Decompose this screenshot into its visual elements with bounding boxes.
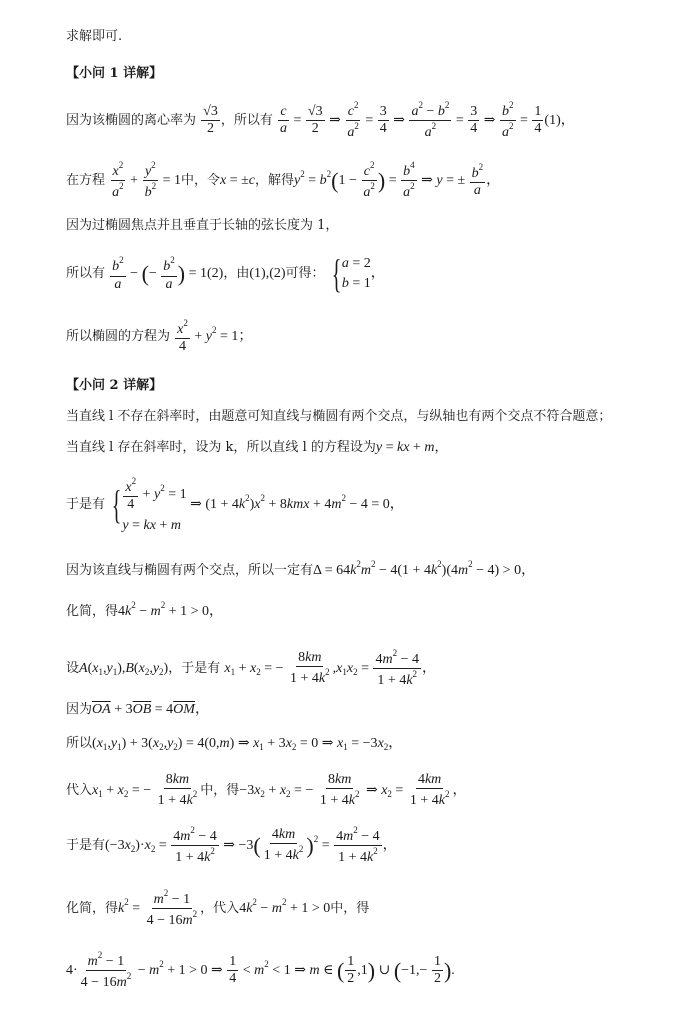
- q2-header: 【小问 2 详解】: [66, 378, 163, 393]
- q1-line-result: 所以椭圆的方程为 $\frac{x^2}{4}$ + $y^2 = 1$；: [66, 318, 253, 355]
- q2-line-no-slope: 当直线 l 不存在斜率时，由题意可知直线与椭圆有两个交点，与纵轴也有两个交点不符合题意；: [66, 409, 612, 424]
- q2-line-vieta: 设$A(x_1,y_1),B(x_2,y_2)$，于是有 $x_1 + x_2$ = − $\frac{8km}{1 + 4k^2}$ $,x_1x_2$ = $\frac{4m^2 - 4}{1 + 4k^2}$ ，: [66, 648, 436, 689]
- q2-line-coords: 所以$(x_1,y_1) + 3(x_2,y_2) = 4(0,m)$ ⇒ $x_1 + 3x_2 = 0$ ⇒ $x_1 = -3x_2$，: [66, 736, 403, 752]
- q2-line-simplify: 化简，得$4k^2 - m^2 + 1 > 0$，: [66, 600, 224, 619]
- q1-line-substitution: 在方程 $\frac{x^2}{a^2}$ + $\frac{y^2}{b^2}$ = 1中，令x = ±c，解得$y^2 = b^2(1$ − $\frac{c^2}{a^2}$ ) = $\frac{b^4}{a^2}$ ⇒ y = ± $\frac{b^2}{a}$ ，: [66, 160, 501, 201]
- q2-line-slope: 当直线 l 存在斜率时，设为 k，所以直线 l 的方程设为y = kx + m，: [66, 440, 448, 455]
- q2-line-substitute-x2: 代入$x_1 + x_2$ = − $\frac{8km}{1 + 4k^2}$ 中，得$-3x_2 + x_2$ = − $\frac{8km}{1 + 4k^2}$ ⇒ $x_2$ = $\frac{4km}{1 + 4k^2}$ ，: [66, 772, 467, 809]
- q2-line-k-squared: 化简，得$k^2$ = $\frac{m^2 - 1}{4 - 16m^2}$ ，代入$4k^2 - m^2 + 1 > 0$中，得: [66, 888, 370, 929]
- q2-line-final: 4· $\frac{m^2 - 1}{4 - 16m^2}$ − $m^2 + 1 > 0$ ⇒ $\frac{1}{4}$ < $m^2 < 1$ ⇒ m ∈ ( $\frac{1}{2}$ ,1) ∪ (−1,− $\frac{1}{2}$ ).: [66, 950, 455, 991]
- q2-line-simultaneous: 于是有 { $\frac{x^2}{4}$ + $y^2 = 1$ y = kx + m ⇒ $(1 + 4k^2)x^2 + 8kmx + 4m^2 - 4 = 0$，: [66, 476, 404, 534]
- q1-line-eccentricity: 因为该椭圆的离心率为 $\frac{√3}{2}$ ，所以有 $\frac{c}{a}$ = $\frac{√3}{2}$ ⇒ $\frac{c^2}{a^2}$ = $\frac{3}{4}$ ⇒ $\frac{a^2 - b^2}{a^2}$ = $\frac{3}{4}$ ⇒ $\frac{b^2}{a^2}$ = $\frac{1}{4}$ (1)，: [66, 100, 575, 141]
- intro-text: 求解即可.: [66, 29, 123, 44]
- q1-line-system: 所以有 $\frac{b^2}{a}$ − (− $\frac{b^2}{a}$ ) = 1(2)，由(1),(2)可得： { a = 2 b = 1 ，: [66, 251, 385, 296]
- q1-line-chord: 因为过椭圆焦点并且垂直于长轴的弦长度为 1，: [66, 218, 339, 233]
- q2-line-product: 于是有$(-3x_2)\cdot x_2$ = $\frac{4m^2 - 4}{1 + 4k^2}$ ⇒ −3( $\frac{4km}{1 + 4k^2}$ )$^2$ = $\frac{4m^2 - 4}{1 + 4k^2}$ ，: [66, 825, 397, 866]
- q1-header: 【小问 1 详解】: [66, 66, 163, 81]
- q2-line-discriminant: 因为该直线与椭圆有两个交点，所以一定有$\Delta = 64k^2m^2 - 4(1 + 4k^2)(4m^2 - 4) > 0$，: [66, 559, 536, 578]
- q2-line-vector: 因为$\overline{OA} + 3\overline{OB} = 4\overline{OM}$，: [66, 702, 209, 717]
